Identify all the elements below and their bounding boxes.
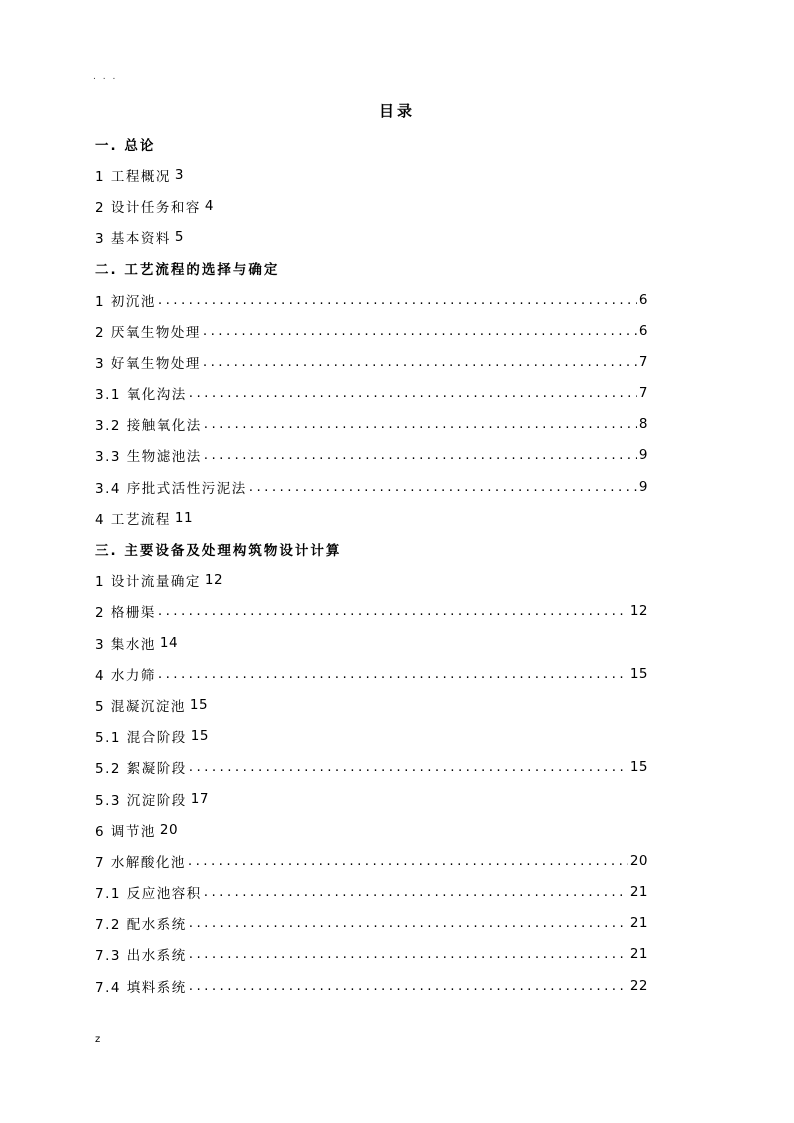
toc-page-number: 7 — [638, 385, 648, 402]
toc-entry[interactable] — [95, 658, 648, 689]
toc-dot-leader — [204, 884, 628, 900]
toc-entry-label: 4 工艺流程 — [95, 511, 171, 528]
toc-dot-leader — [189, 978, 628, 994]
toc-entry[interactable] — [95, 190, 648, 221]
toc-entry[interactable] — [95, 783, 648, 814]
toc-entry-label: 3 集水池 — [95, 636, 156, 653]
toc-entry-label: 3.1 氧化沟法 — [95, 387, 187, 404]
toc-entry[interactable] — [95, 845, 648, 876]
toc-entry[interactable] — [95, 814, 648, 845]
toc-entry-label: 二. 工艺流程的选择与确定 — [95, 262, 280, 279]
toc-dot-leader — [188, 853, 628, 869]
toc-entry[interactable] — [95, 159, 648, 190]
toc-page-number: 20 — [159, 821, 179, 838]
toc-entry-label: 7 水解酸化池 — [95, 854, 186, 871]
toc-page-number: 21 — [629, 946, 648, 963]
toc-entry-label: 5 混凝沉淀池 — [95, 698, 186, 715]
toc-dot-leader — [203, 354, 637, 370]
toc-page-number: 21 — [629, 915, 648, 932]
toc-entry[interactable] — [95, 596, 648, 627]
toc-entry-label: 三. 主要设备及处理构筑物设计计算 — [95, 543, 342, 560]
toc-page-number: 8 — [638, 416, 648, 433]
toc-page-number: 5 — [174, 229, 184, 246]
toc-entry[interactable] — [95, 752, 648, 783]
toc-page-number: 9 — [638, 478, 648, 495]
toc-entry[interactable] — [95, 502, 648, 533]
toc-page-number: 20 — [629, 852, 648, 869]
toc-dot-leader — [203, 323, 637, 339]
toc-entry-label: 3.4 序批式活性污泥法 — [95, 480, 247, 497]
toc-dot-leader — [189, 759, 628, 775]
toc-entry-label: 3 基本资料 — [95, 231, 171, 248]
toc-entry-label: 1 设计流量确定 — [95, 574, 201, 591]
toc-entry-label: 5.3 沉淀阶段 — [95, 792, 187, 809]
toc-entry[interactable] — [95, 627, 648, 658]
toc-dot-leader — [189, 915, 628, 931]
toc-page-number: 6 — [638, 291, 648, 308]
page-title: 目录 — [378, 102, 415, 120]
toc-page-number: 17 — [190, 790, 209, 807]
toc-entry-label: 7.1 反应池容积 — [95, 886, 202, 903]
toc-entry-label: 1 初沉池 — [95, 293, 156, 310]
toc-entry[interactable] — [95, 877, 648, 908]
toc-entry[interactable] — [95, 471, 648, 502]
toc-dot-leader — [189, 385, 637, 401]
toc-entry-label: 7.3 出水系统 — [95, 948, 187, 965]
table-of-contents — [95, 128, 648, 1001]
toc-page-number: 12 — [629, 603, 648, 620]
toc-page-number: 14 — [159, 634, 179, 651]
toc-page-number: 3 — [174, 166, 184, 183]
toc-entry-label: 一. 总论 — [95, 137, 156, 154]
toc-page-number: 4 — [204, 197, 214, 214]
toc-entry[interactable] — [95, 284, 648, 315]
toc-entry[interactable] — [95, 378, 648, 409]
toc-entry-label: 1 工程概况 — [95, 168, 171, 185]
toc-dot-leader — [204, 447, 637, 463]
toc-entry[interactable] — [95, 908, 648, 939]
toc-page-number: 15 — [190, 728, 209, 745]
toc-page-number: 22 — [629, 977, 648, 994]
toc-section-heading[interactable] — [95, 253, 648, 284]
toc-entry[interactable] — [95, 222, 648, 253]
toc-entry[interactable] — [95, 565, 648, 596]
toc-page-number: 12 — [204, 572, 224, 589]
toc-entry[interactable] — [95, 721, 648, 752]
toc-entry[interactable] — [95, 346, 648, 377]
toc-dot-leader — [189, 946, 628, 962]
toc-entry-label: 7.4 填料系统 — [95, 979, 187, 996]
toc-page-number: 9 — [638, 447, 648, 464]
toc-page-number: 21 — [629, 884, 648, 901]
toc-entry[interactable] — [95, 939, 648, 970]
toc-entry[interactable] — [95, 315, 648, 346]
toc-dot-leader — [158, 666, 628, 682]
toc-entry-label: 3.2 接触氧化法 — [95, 418, 202, 435]
toc-dot-leader — [158, 603, 628, 619]
toc-entry[interactable] — [95, 409, 648, 440]
toc-dot-leader — [158, 292, 637, 308]
toc-entry[interactable] — [95, 689, 648, 720]
toc-entry-label: 2 厌氧生物处理 — [95, 324, 201, 341]
toc-entry-label: 2 设计任务和容 — [95, 199, 201, 216]
toc-page-number: 15 — [189, 696, 209, 713]
toc-page-number: 11 — [174, 509, 194, 526]
toc-dot-leader — [204, 416, 637, 432]
toc-page-number: 15 — [629, 665, 648, 682]
toc-entry[interactable] — [95, 970, 648, 1001]
toc-section-heading[interactable] — [95, 533, 648, 564]
toc-entry-label: 2 格栅渠 — [95, 605, 156, 622]
toc-entry[interactable] — [95, 440, 648, 471]
toc-entry-label: 6 调节池 — [95, 823, 156, 840]
toc-entry-label: 3.3 生物滤池法 — [95, 449, 202, 466]
toc-page-number: 15 — [629, 759, 648, 776]
toc-entry-label: 3 好氧生物处理 — [95, 355, 201, 372]
toc-entry-label: 5.1 混合阶段 — [95, 730, 187, 747]
toc-page-number: 7 — [638, 353, 648, 370]
toc-page-number: 6 — [638, 322, 648, 339]
toc-dot-leader — [249, 479, 637, 495]
toc-section-heading[interactable] — [95, 128, 648, 159]
footer-mark: z — [95, 1034, 101, 1045]
toc-entry-label: 4 水力筛 — [95, 667, 156, 684]
header-mark: . . . — [93, 72, 118, 82]
toc-entry-label: 7.2 配水系统 — [95, 917, 187, 934]
toc-entry-label: 5.2 絮凝阶段 — [95, 761, 187, 778]
